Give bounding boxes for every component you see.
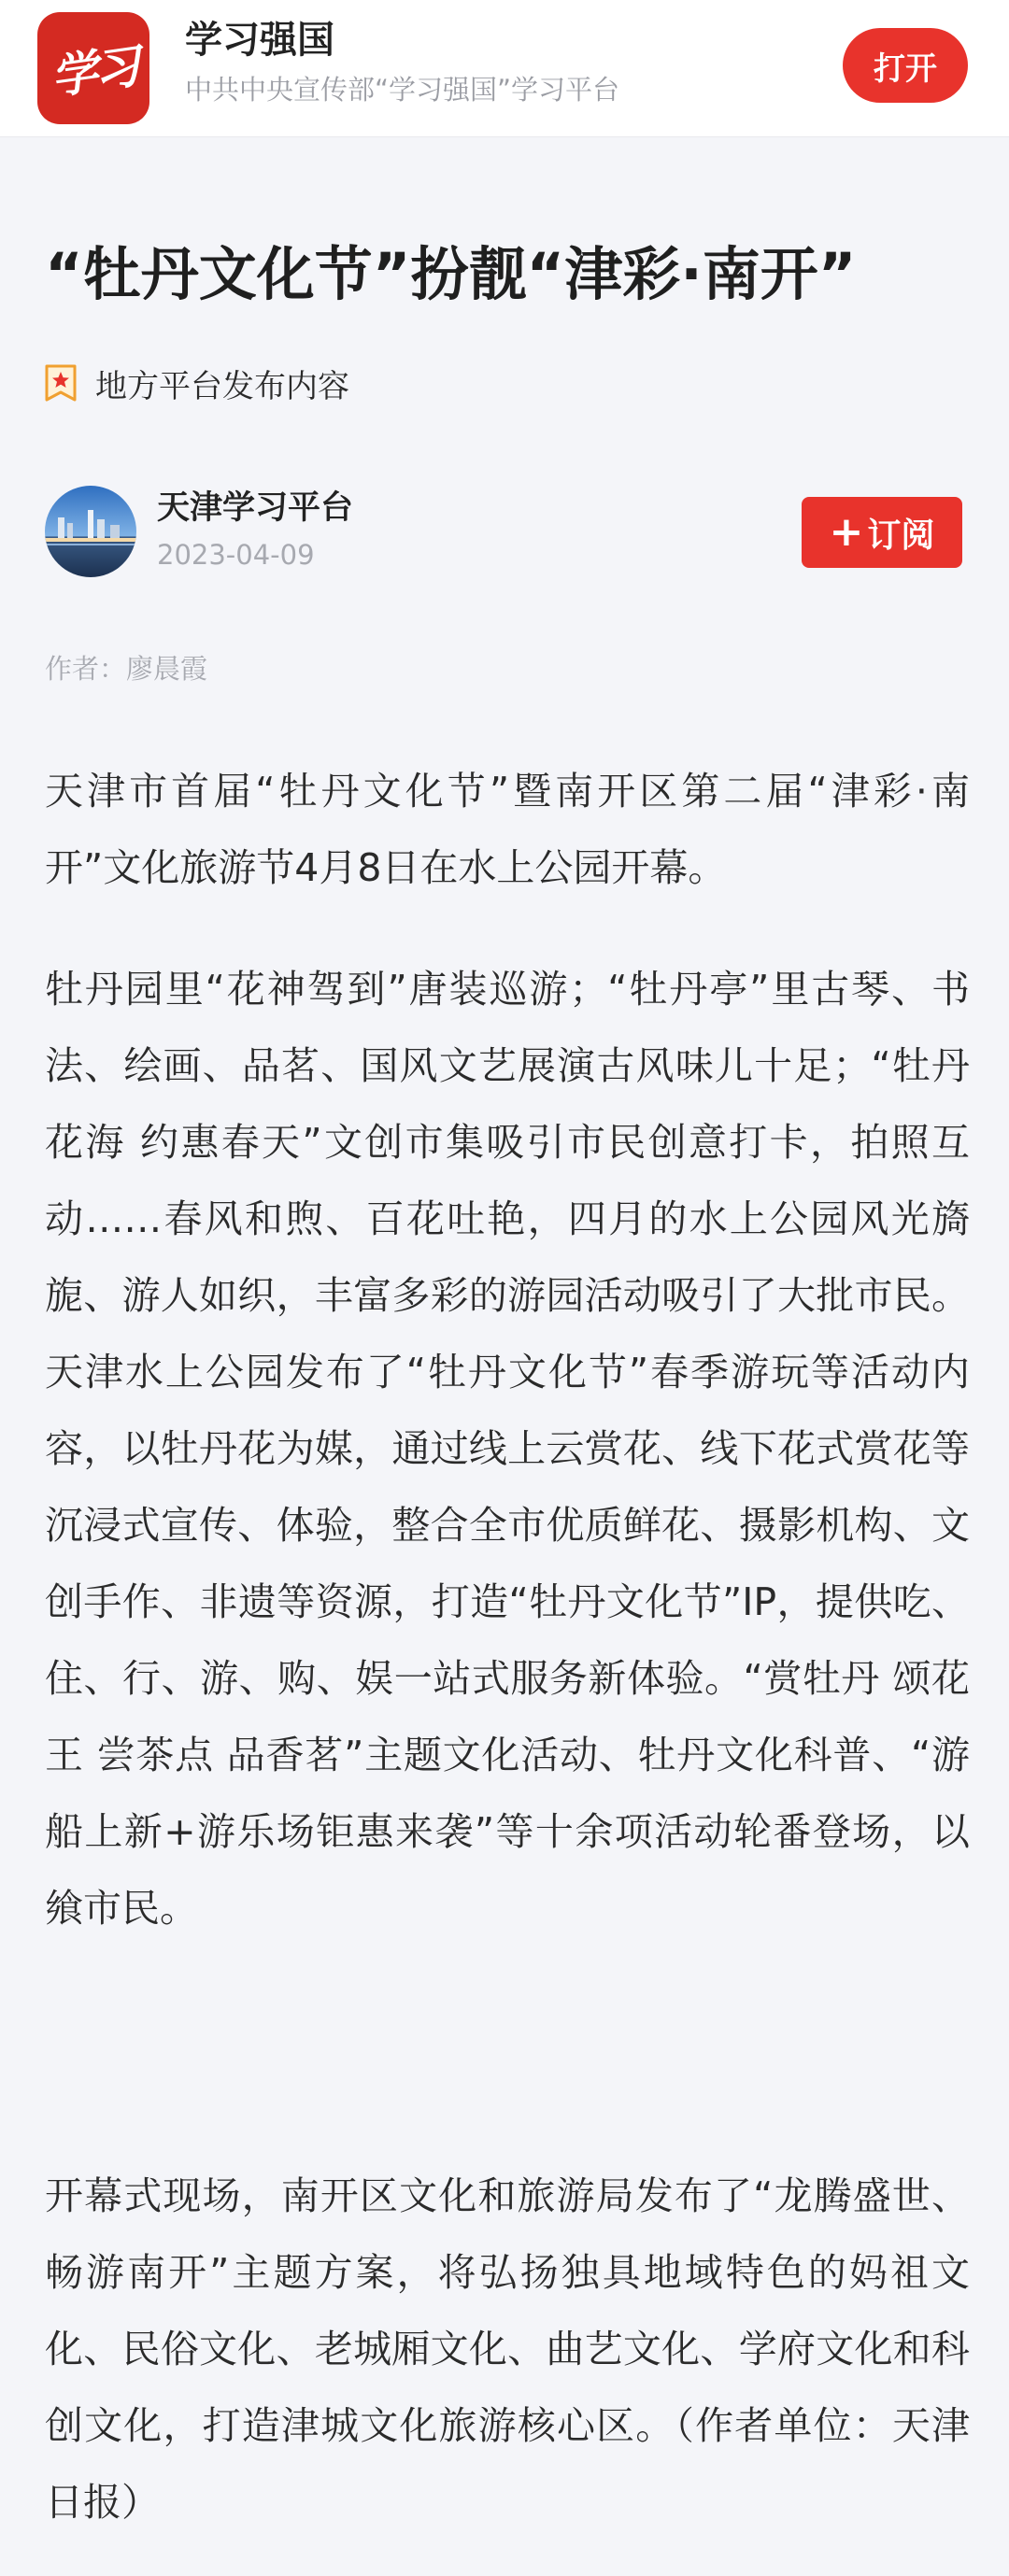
- app-download-banner: [0, 0, 1009, 137]
- source-label: 地方平台发布内容: [95, 367, 349, 405]
- source-row: [45, 361, 349, 405]
- subscribe-button[interactable]: [802, 497, 962, 568]
- publisher-avatar[interactable]: [45, 486, 136, 577]
- app-logo-text: 学习: [47, 37, 141, 106]
- plus-icon: +: [829, 508, 864, 556]
- article-paragraph: 牡丹园里“花神驾到”唐装巡游；“牡丹亭”里古琴、书法、绘画、品茗、国风文艺展演古风味儿十足；“牡丹花海 约惠春天”文创市集吸引市民创意打卡，拍照互动……春风和煦、百花吐艳，四月的水上公园风光旖旎、游人如织，丰富多彩的游园活动吸引了大批市民。天津水上公园发布了“牡丹文化节”春季游玩等活动内容，以牡丹花为媒，通过线上云赏花、线下花式赏花等沉浸式宣传、体验，整合全市优质鲜花、摄影机构、文创手作、非遗等资源，打造“牡丹文化节”IP，提供吃、住、行、游、购、娱一站式服务新体验。“赏牡丹 颂花王 尝茶点 品香茗”主题文化活动、牡丹文化科普、“游船上新+游乐场钜惠来袭”等十余项活动轮番登场，以飨市民。: [45, 967, 970, 1931]
- open-app-button[interactable]: 打开: [843, 28, 968, 103]
- article-paragraph: 开幕式现场，南开区文化和旅游局发布了“龙腾盛世、畅游南开”主题方案，将弘扬独具地域特色的妈祖文化、民俗文化、老城厢文化、曲艺文化、学府文化和科创文化，打造津城文化旅游核心区。（作者单位：天津日报）: [45, 2173, 970, 2525]
- publisher-name[interactable]: 天津学习平台: [157, 489, 354, 527]
- subscribe-label: 订阅: [867, 516, 935, 555]
- app-name: 学习强国: [185, 19, 334, 62]
- author-line: 作者：廖晨霞: [45, 653, 208, 685]
- bookmark-star-icon: [45, 364, 77, 402]
- app-slogan: 中共中央宣传部“学习强国”学习平台: [185, 74, 620, 106]
- app-logo[interactable]: [37, 12, 149, 124]
- article-title: “牡丹文化节”扮靓“津彩·南开”: [45, 240, 857, 308]
- article-paragraph: 天津市首届“牡丹文化节”暨南开区第二届“津彩·南开”文化旅游节4月8日在水上公园开幕。: [45, 769, 970, 890]
- publish-date: 2023-04-09: [157, 539, 315, 571]
